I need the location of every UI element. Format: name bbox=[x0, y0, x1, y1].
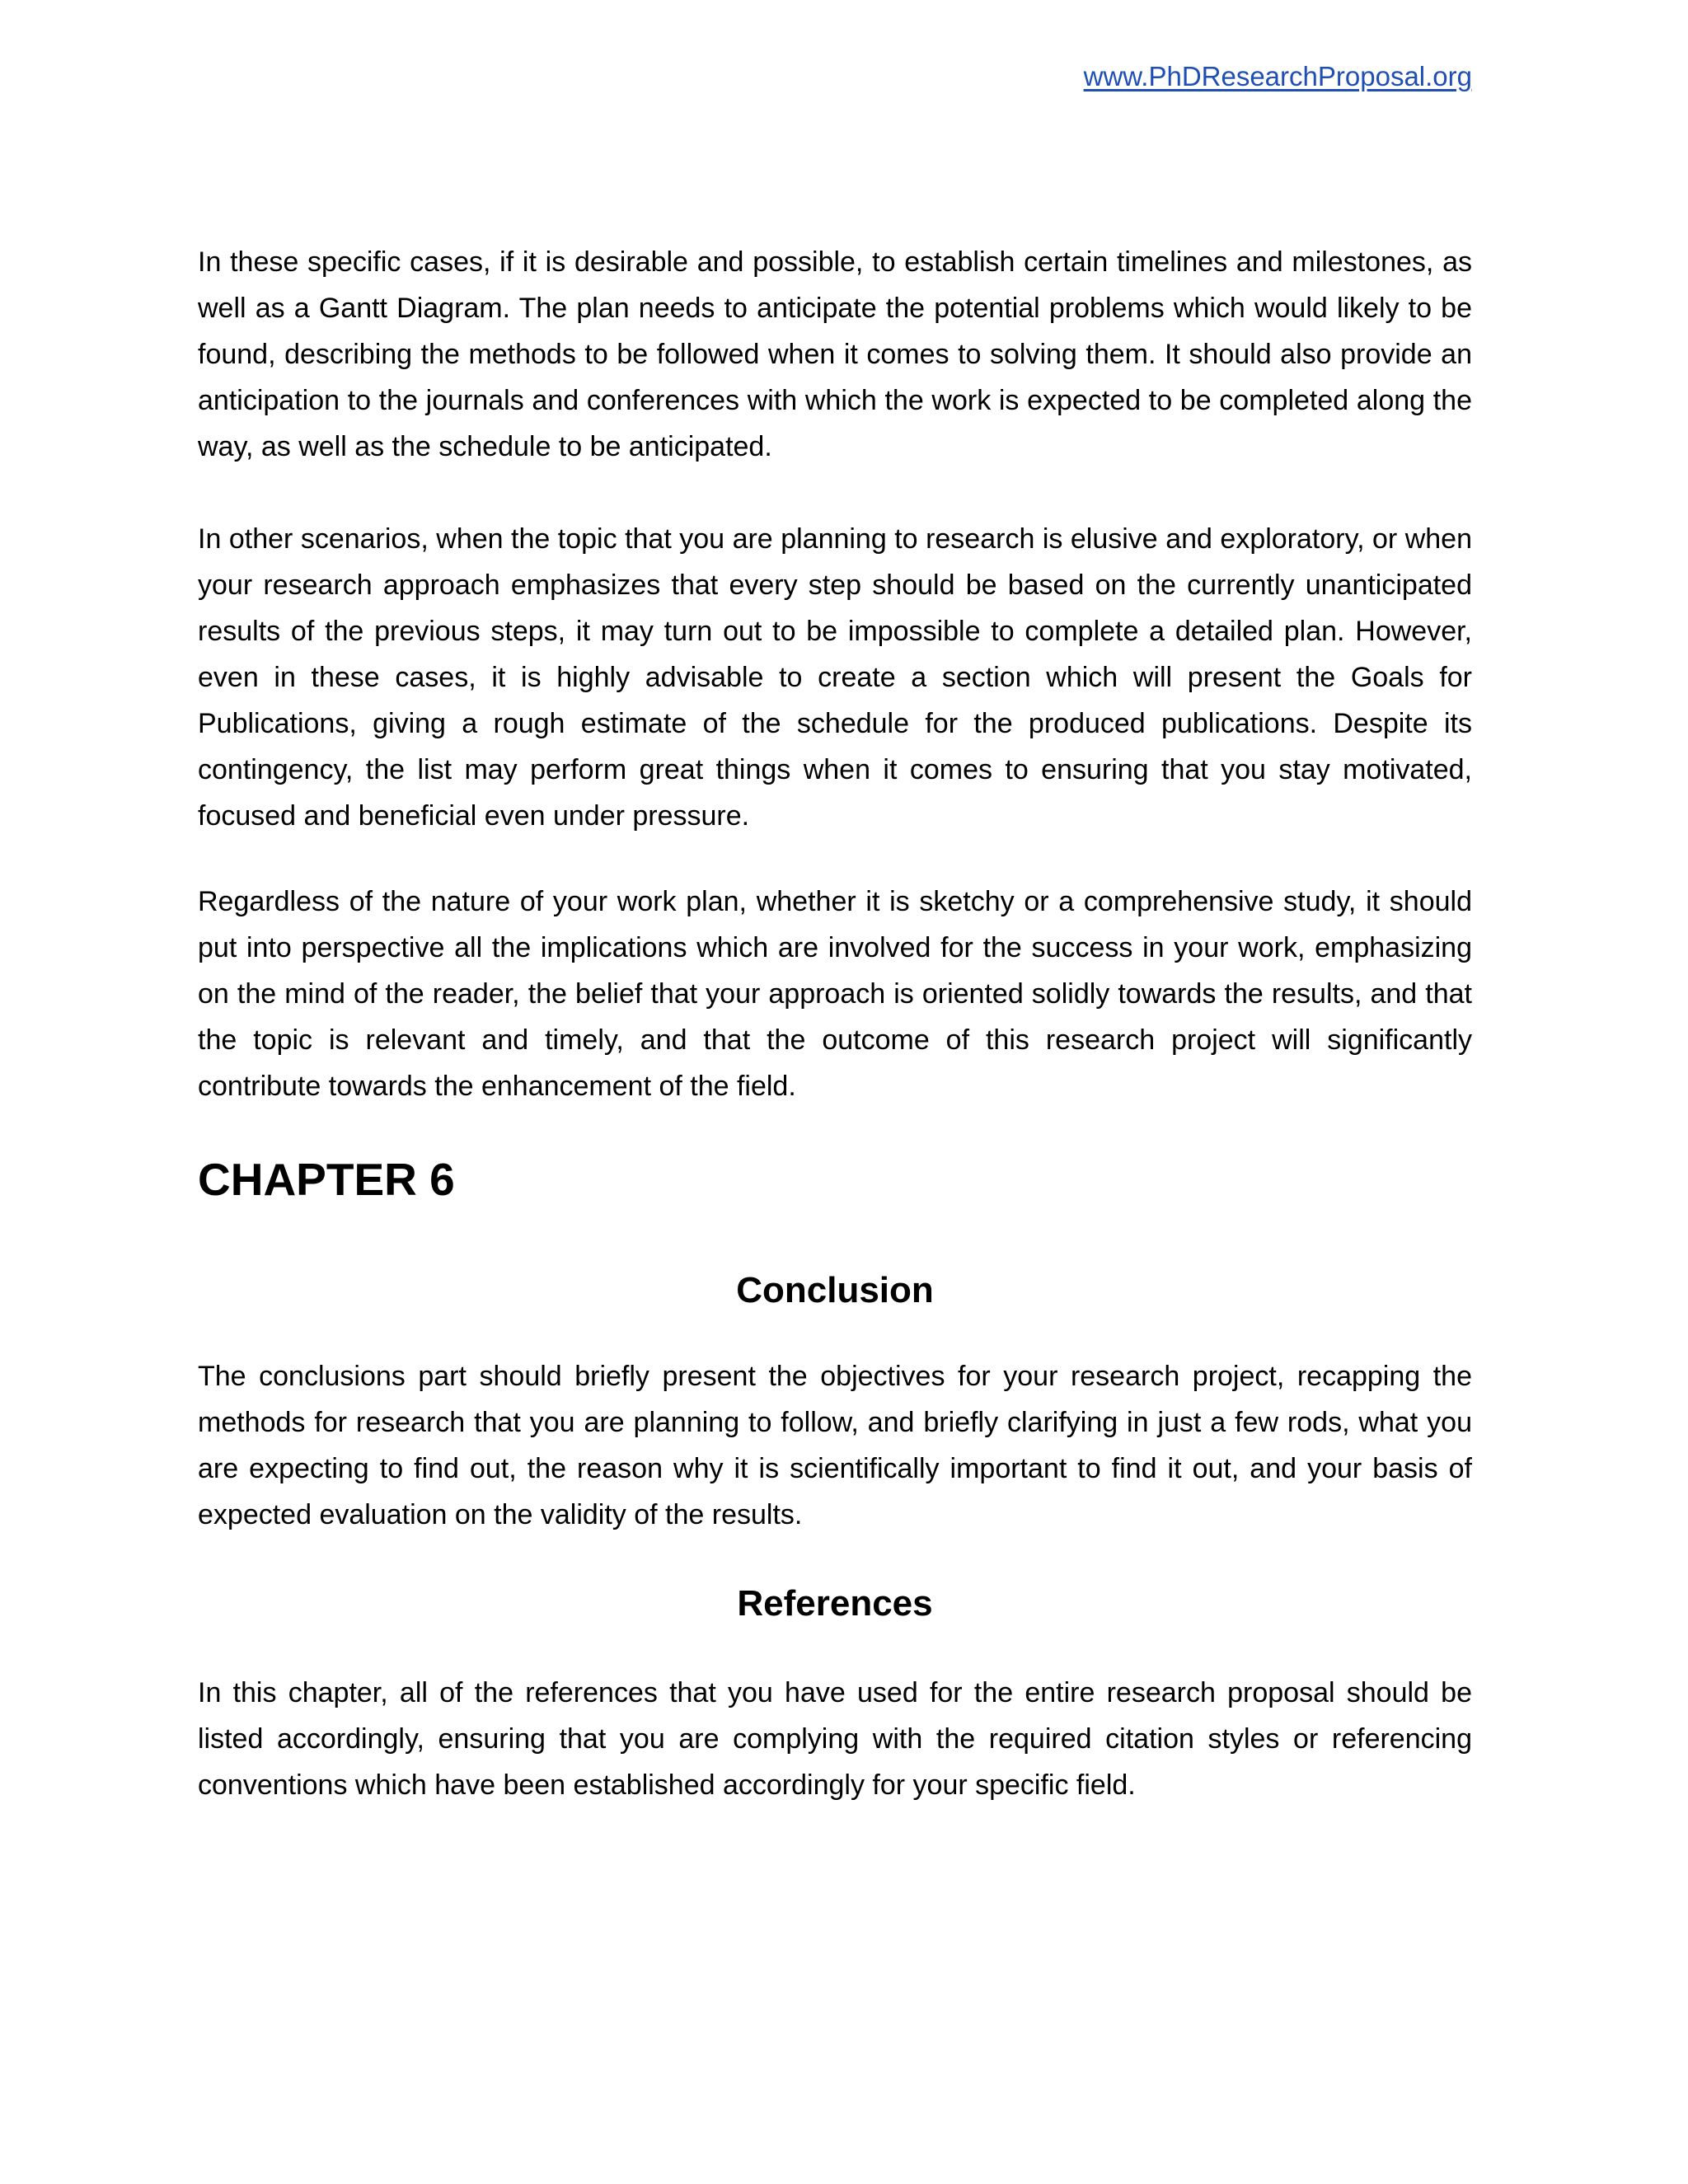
references-paragraph: In this chapter, all of the references that you have used for the entire research proposal should be listed accordingly, ensuring that you are complying with the required citation styles or referencing conventions which have been established accordingly for your specific field. bbox=[198, 1677, 1472, 1801]
page-content bbox=[198, 239, 1472, 1808]
conclusion-heading: Conclusion bbox=[736, 1270, 934, 1310]
conclusion-paragraph: The conclusions part should briefly present the objectives for your research project, recapping the methods for research that you are planning to follow, and briefly clarifying in just a few rods, what you are expecting to find out, the reason why it is scientifically important to find it out, and your basis of expected evaluation on the validity of the results. bbox=[198, 1361, 1472, 1530]
paragraph-work-plan: Regardless of the nature of your work plan, whether it is sketchy or a comprehensive study, it should put into perspective all the implications which are involved for the success in your work, emphasizing on the mind of the reader, the belief that your approach is oriented solidly towards the results, and that the topic is relevant and timely, and that the outcome of this research project will significantly contribute towards the enhancement of the field. bbox=[198, 886, 1472, 1102]
references-heading: References bbox=[737, 1583, 933, 1624]
paragraph-timelines: In these specific cases, if it is desirable and possible, to establish certain timelines and milestones, as well as a Gantt Diagram. The plan needs to anticipate the potential problems which would likely to be found, describing the methods to be followed when it comes to solving them. It should also provide an anticipation to the journals and conferences with which the work is expected to be completed along the way, as well as the schedule to be anticipated. bbox=[198, 246, 1472, 462]
chapter-title: CHAPTER 6 bbox=[198, 1154, 455, 1205]
paragraph-other-scenarios: In other scenarios, when the topic that you are planning to research is elusive and exploratory, or when your research approach emphasizes that every step should be based on the currently unanticipated results of the previous steps, it may turn out to be impossible to complete a detailed plan. However, even in these cases, it is highly advisable to create a section which will present the Goals for Publications, giving a rough estimate of the schedule for the produced publications. Despite its contingency, the list may perform great things when it comes to ensuring that you stay motivated, focused and beneficial even under pressure. bbox=[198, 523, 1472, 832]
header-website-link[interactable]: www.PhDResearchProposal.org bbox=[1083, 61, 1472, 91]
